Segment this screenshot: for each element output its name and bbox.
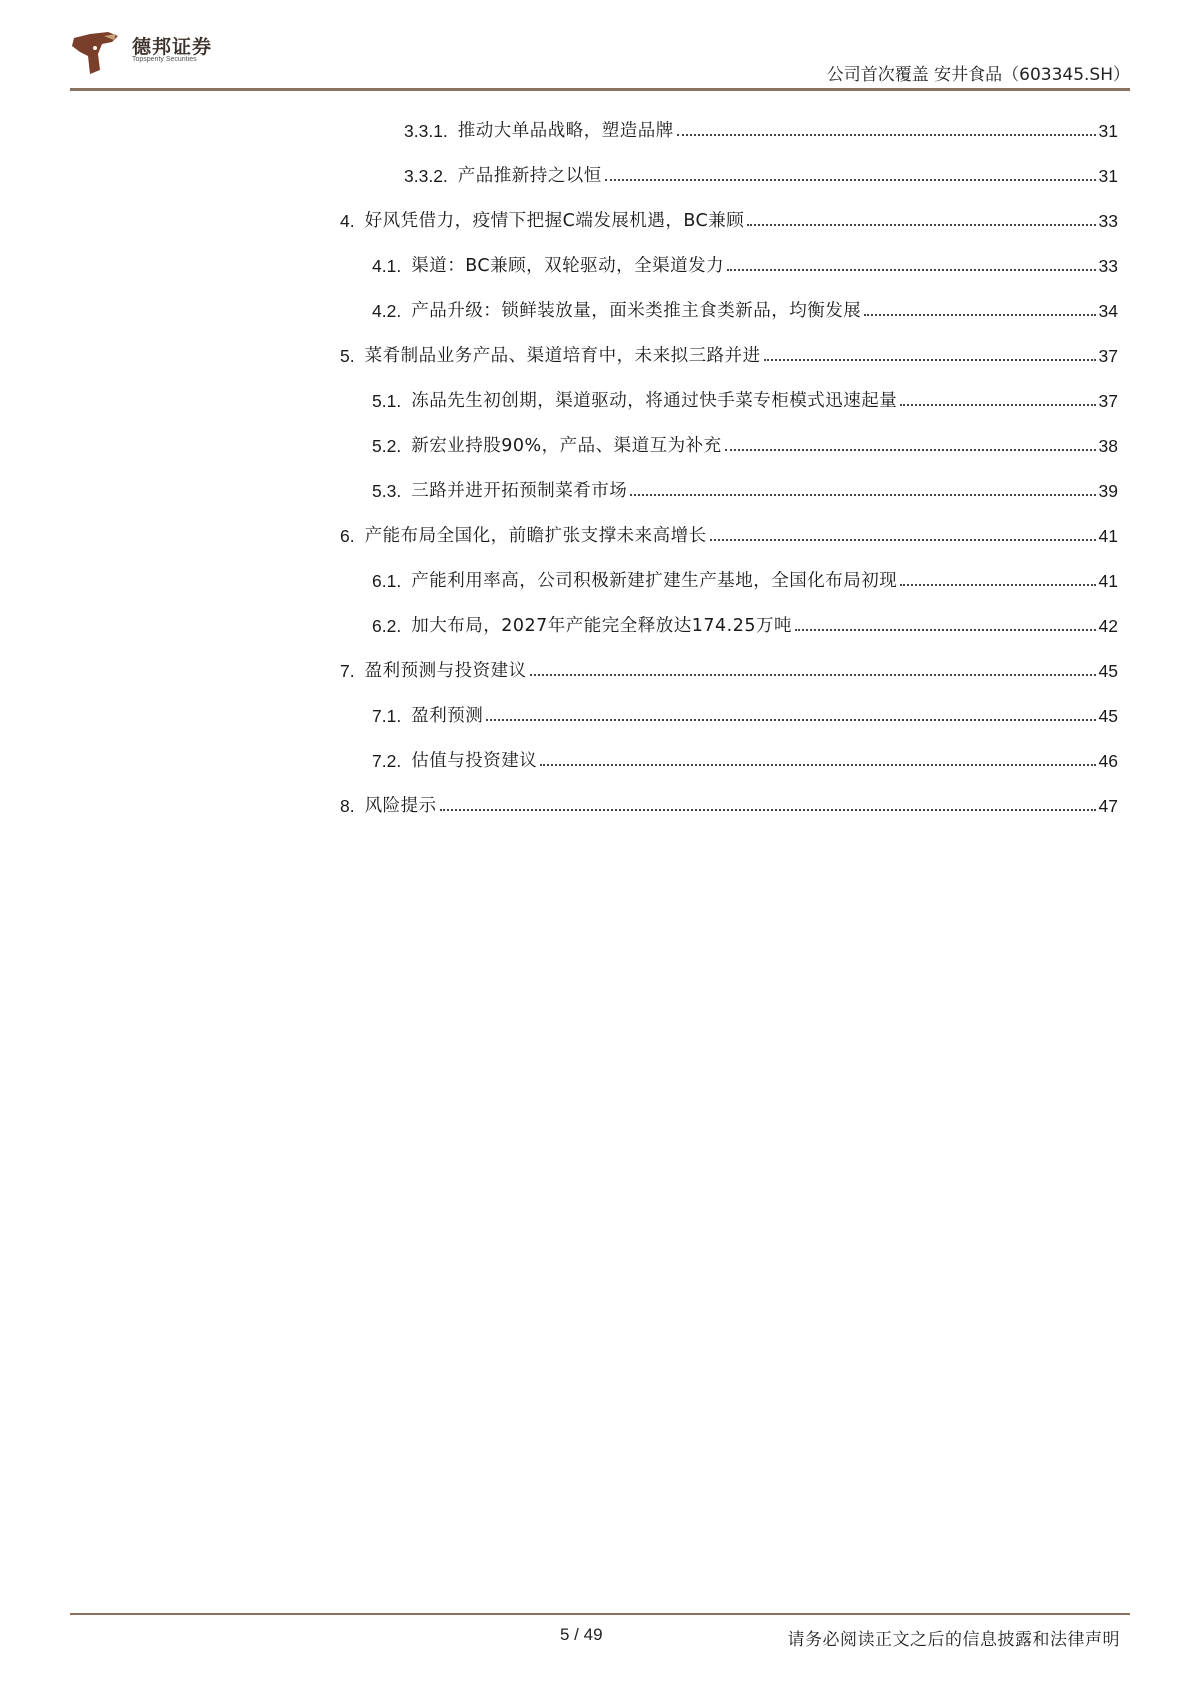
toc-entry[interactable]: [340, 421, 1118, 466]
toc-dot-leader: [900, 584, 1095, 586]
toc-entry-page: 33: [1098, 256, 1118, 276]
toc-entry-page: 42: [1098, 616, 1118, 636]
toc-entry[interactable]: [340, 511, 1118, 556]
toc-entry[interactable]: [340, 466, 1118, 511]
toc-entry[interactable]: [340, 601, 1118, 646]
toc-entry[interactable]: [340, 331, 1118, 376]
toc-dot-leader: [540, 764, 1095, 766]
toc-entry-number: 6.: [340, 526, 355, 546]
toc-entry-number: 3.3.2.: [404, 166, 448, 186]
toc-entry[interactable]: [340, 106, 1118, 151]
toc-entry[interactable]: [340, 736, 1118, 781]
toc-entry-title: 产能利用率高，公司积极新建扩建生产基地，全国化布局初现: [411, 571, 898, 591]
toc-entry-title: 好风凭借力，疫情下把握C端发展机遇，BC兼顾: [364, 211, 745, 231]
toc-entry-number: 5.3.: [372, 481, 402, 501]
toc-dot-leader: [710, 539, 1096, 541]
toc-entry-number: 8.: [340, 796, 355, 816]
toc-entry[interactable]: [340, 646, 1118, 691]
brand-logo-icon: [68, 26, 124, 78]
footer-divider: [70, 1613, 1130, 1615]
toc-dot-leader: [795, 629, 1096, 631]
toc-entry-title: 产能布局全国化，前瞻扩张支撑未来高增长: [364, 526, 707, 546]
toc-entry[interactable]: [340, 196, 1118, 241]
brand-name-cn: 德邦证券: [132, 36, 213, 58]
toc-entry-title: 新宏业持股90%，产品、渠道互为补充: [411, 436, 722, 456]
toc-entry-title: 渠道：BC兼顾，双轮驱动，全渠道发力: [411, 256, 725, 276]
toc-entry-title: 产品推新持之以恒: [457, 166, 602, 186]
toc-entry-page: 39: [1098, 481, 1118, 501]
toc-dot-leader: [605, 179, 1096, 181]
toc-dot-leader: [864, 314, 1095, 316]
document-title: 公司首次覆盖 安井食品（603345.SH）: [826, 65, 1130, 85]
toc-entry-page: 31: [1098, 121, 1118, 141]
toc-entry-page: 41: [1098, 571, 1118, 591]
page-number: 5 / 49: [560, 1625, 603, 1644]
toc-entry-title: 估值与投资建议: [411, 751, 538, 771]
toc-entry[interactable]: [340, 691, 1118, 736]
toc-entry-title: 盈利预测与投资建议: [364, 661, 527, 681]
toc-entry-page: 41: [1098, 526, 1118, 546]
toc-entry[interactable]: [340, 286, 1118, 331]
toc-entry-page: 33: [1098, 211, 1118, 231]
brand-name-en: Topsperity Securities: [132, 56, 197, 63]
toc-entry-number: 4.: [340, 211, 355, 231]
toc-entry-title: 盈利预测: [411, 706, 484, 726]
toc-dot-leader: [677, 134, 1096, 136]
toc-entry-number: 3.3.1.: [404, 121, 448, 141]
toc-entry-page: 45: [1098, 706, 1118, 726]
toc-entry-page: 34: [1098, 301, 1118, 321]
toc-entry-page: 37: [1098, 391, 1118, 411]
toc-dot-leader: [725, 449, 1096, 451]
toc-entry-page: 38: [1098, 436, 1118, 456]
page-header: [0, 0, 1200, 92]
toc-entry-number: 5.1.: [372, 391, 402, 411]
toc-entry-number: 5.: [340, 346, 355, 366]
toc-entry-number: 6.1.: [372, 571, 402, 591]
brand-logo: [68, 26, 248, 82]
toc-entry[interactable]: [340, 151, 1118, 196]
toc-entry-page: 37: [1098, 346, 1118, 366]
toc-entry-page: 46: [1098, 751, 1118, 771]
toc-entry-title: 产品升级：锁鲜装放量，面米类推主食类新品，均衡发展: [411, 301, 862, 321]
toc-entry-title: 加大布局，2027年产能完全释放达174.25万吨: [411, 616, 792, 636]
toc-entry-page: 31: [1098, 166, 1118, 186]
toc-entry-title: 风险提示: [364, 796, 437, 816]
legal-disclaimer: 请务必阅读正文之后的信息披露和法律声明: [787, 1630, 1120, 1650]
toc-entry-number: 6.2.: [372, 616, 402, 636]
toc-entry-number: 4.1.: [372, 256, 402, 276]
toc-entry[interactable]: [340, 556, 1118, 601]
toc-entry-number: 7.1.: [372, 706, 402, 726]
toc-entry-title: 冻品先生初创期，渠道驱动，将通过快手菜专柜模式迅速起量: [411, 391, 898, 411]
toc-dot-leader: [440, 809, 1096, 811]
toc-entry-page: 45: [1098, 661, 1118, 681]
toc-dot-leader: [900, 404, 1095, 406]
toc-dot-leader: [530, 674, 1096, 676]
toc-entry[interactable]: [340, 781, 1118, 826]
toc-entry[interactable]: [340, 376, 1118, 421]
toc-entry-title: 推动大单品战略，塑造品牌: [457, 121, 674, 141]
toc-dot-leader: [764, 359, 1096, 361]
toc-dot-leader: [630, 494, 1095, 496]
toc-entry[interactable]: [340, 241, 1118, 286]
toc-entry-number: 7.: [340, 661, 355, 681]
toc-entry-number: 4.2.: [372, 301, 402, 321]
toc-entry-number: 5.2.: [372, 436, 402, 456]
toc-entry-title: 三路并进开拓预制菜肴市场: [411, 481, 628, 501]
toc-entry-title: 菜肴制品业务产品、渠道培育中，未来拟三路并进: [364, 346, 761, 366]
toc-dot-leader: [727, 269, 1095, 271]
header-divider: [70, 88, 1130, 91]
toc-dot-leader: [747, 224, 1095, 226]
toc-dot-leader: [486, 719, 1095, 721]
toc-entry-page: 47: [1098, 796, 1118, 816]
toc-entry-number: 7.2.: [372, 751, 402, 771]
table-of-contents: [340, 106, 1118, 826]
